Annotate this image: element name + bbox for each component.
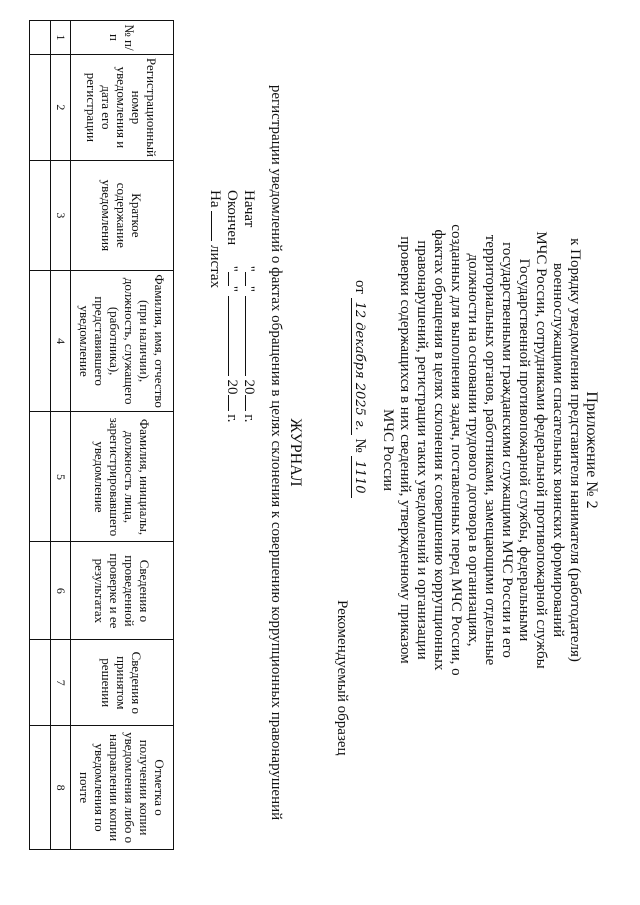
started-label: Начат <box>241 190 257 228</box>
column-number-row <box>51 21 71 850</box>
day-blank <box>245 272 246 286</box>
appendix-title: Приложение № 2 <box>583 391 600 509</box>
journal-dates-block <box>206 190 257 422</box>
quote-mark: " <box>241 285 257 292</box>
appendix-line: МЧС России <box>380 408 396 492</box>
col-header-registration: Регистрационный номер уведомления и дата его регистрации <box>71 54 174 160</box>
order-number-label: № <box>352 438 368 453</box>
started-row <box>240 190 257 422</box>
col-header-check: Сведения о проведенной проверке и ее результатах <box>71 542 174 640</box>
order-number-handwritten: 1110 <box>351 456 367 497</box>
month-blank <box>245 296 246 376</box>
appendix-line: должности на основании трудового договора в организациях, <box>465 253 481 647</box>
appendix-line: государственными гражданскими служащими МЧС России и его <box>499 242 515 658</box>
appendix-line: проверки содержащихся в них сведений, утвержденному приказом <box>397 236 413 664</box>
quote-mark: " <box>241 265 257 272</box>
column-number: 2 <box>51 54 71 160</box>
column-number: 1 <box>51 21 71 55</box>
appendix-header <box>379 40 600 860</box>
col-header-summary: Краткое содержание уведомления <box>71 160 174 270</box>
appendix-line: к Порядку уведомления представителя нанимателя (работодателя) <box>567 238 583 662</box>
empty-cell <box>30 726 51 850</box>
day-blank <box>228 272 229 286</box>
empty-cell <box>30 160 51 270</box>
appendix-line: созданных для выполнения задач, поставленных перед МЧС России, о <box>448 224 464 676</box>
year-suffix: г. <box>224 414 240 423</box>
recommended-sample-label: Рекомендуемый образец <box>334 600 350 756</box>
journal-subtitle: регистрации уведомлений о фактах обращения в целях склонения к совершению коррупционных правонарушений <box>268 84 284 821</box>
empty-cell <box>30 21 51 55</box>
year-prefix: 20 <box>241 379 257 395</box>
journal-table <box>29 20 174 850</box>
sheets-label: листах <box>207 245 223 289</box>
empty-cell <box>30 542 51 640</box>
sheets-row <box>206 190 223 422</box>
ended-row <box>223 190 240 422</box>
col-header-copy-note: Отметка о получении копии уведомления либо о направлении копии уведомления по почте <box>71 726 174 850</box>
order-date-handwritten: 12 декабря 2025 г. <box>351 298 367 435</box>
ended-label: Окончен <box>224 190 240 246</box>
sheets-blank <box>211 211 212 241</box>
order-prefix: от <box>352 280 368 294</box>
column-number: 7 <box>51 640 71 726</box>
column-number: 5 <box>51 412 71 542</box>
appendix-line: МЧС России, сотрудниками федеральной противопожарной службы <box>533 231 549 669</box>
table-row <box>30 21 51 850</box>
column-number: 6 <box>51 542 71 640</box>
empty-cell <box>30 54 51 160</box>
empty-cell <box>30 640 51 726</box>
col-header-decision: Сведения о принятом решении <box>71 640 174 726</box>
table-header-row <box>71 21 174 850</box>
column-number: 4 <box>51 270 71 412</box>
order-reference <box>351 280 368 498</box>
empty-cell <box>30 270 51 412</box>
col-header-registrar: Фамилия, инициалы, должность лица, зарегистрировавшего уведомление <box>71 412 174 542</box>
year-blank <box>228 395 229 411</box>
appendix-line: военнослужащими спасательных воинских формирований <box>550 262 566 638</box>
empty-cell <box>30 412 51 542</box>
quote-mark: " <box>224 285 240 292</box>
col-header-submitter: Фамилия, имя, отчество (при наличии), должность, служащего (работника), представившего уведомление <box>71 270 174 412</box>
col-header-number: № п/п <box>71 21 174 55</box>
month-blank <box>228 296 229 376</box>
year-prefix: 20 <box>224 379 240 395</box>
on-label: На <box>207 190 223 208</box>
quote-mark: " <box>224 265 240 272</box>
year-blank <box>245 395 246 411</box>
appendix-line: Государственной противопожарной службы, федеральными <box>516 258 532 642</box>
journal-title: ЖУРНАЛ <box>287 418 304 487</box>
column-number: 3 <box>51 160 71 270</box>
column-number: 8 <box>51 726 71 850</box>
appendix-line: правонарушений, регистрации таких уведомлений и организации <box>414 240 430 660</box>
appendix-line: фактах обращения в целях склонения к совершению коррупционных <box>431 229 447 671</box>
year-suffix: г. <box>241 414 257 423</box>
appendix-line: территориальных органов, работниками, замещающими отдельные <box>482 234 498 666</box>
